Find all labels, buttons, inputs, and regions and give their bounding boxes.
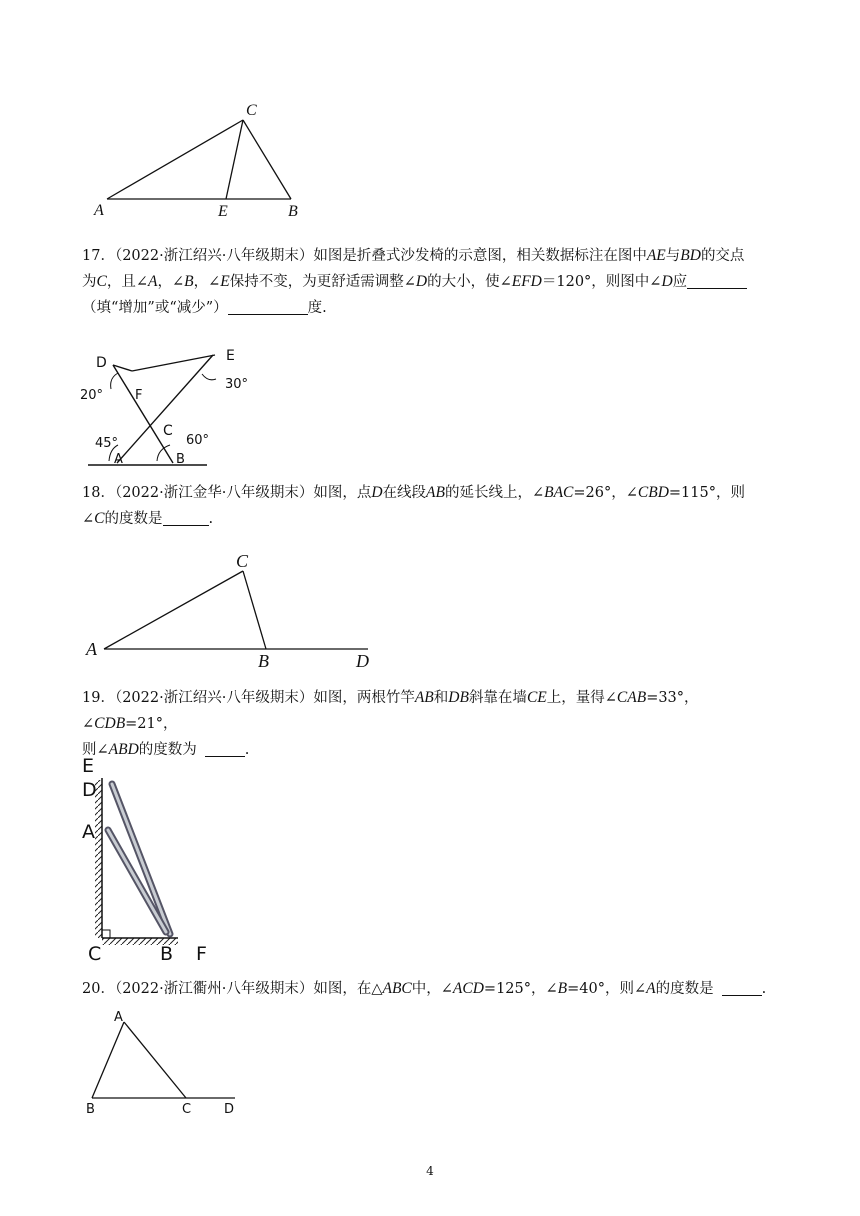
page-number: 4	[426, 1164, 434, 1178]
figure-triangle-abc-exterior	[80, 1005, 250, 1120]
label-a: A	[86, 639, 97, 659]
angle-30: 30°	[225, 377, 249, 392]
label-a: A	[82, 821, 95, 843]
question-20: 20．（2022·浙江衢州·八年级期末）如图，在△ABC中，∠ACD=125°，∠B=40°，则∠A的度数是 .	[82, 980, 767, 997]
angle-45: 45°	[95, 436, 119, 451]
label-e: E	[218, 203, 228, 220]
label-f: F	[196, 943, 207, 965]
label-d: D	[224, 1102, 235, 1117]
figure-bamboo-poles	[80, 752, 220, 967]
label-e: E	[82, 755, 95, 777]
label-e: E	[226, 348, 235, 364]
label-d: D	[96, 355, 107, 371]
angle-20: 20°	[80, 388, 104, 403]
label-c: C	[182, 1102, 192, 1117]
label-d: D	[356, 651, 369, 671]
label-b: B	[176, 452, 185, 467]
label-f: F	[135, 388, 143, 403]
label-b: B	[160, 943, 174, 965]
label-a: A	[94, 202, 104, 219]
label-c: C	[88, 943, 102, 965]
label-b: B	[258, 651, 269, 671]
label-c: C	[236, 551, 249, 571]
label-d: D	[82, 779, 97, 801]
figure-triangle-ace	[80, 95, 320, 225]
label-c: C	[163, 423, 173, 439]
label-a: A	[114, 452, 123, 467]
label-c: C	[246, 102, 257, 119]
answer-blank-18[interactable]	[163, 509, 209, 526]
answer-blank-17a[interactable]	[687, 272, 747, 289]
label-a: A	[114, 1010, 123, 1025]
answer-blank-20[interactable]	[722, 979, 762, 996]
question-19: 19．（2022·浙江绍兴·八年级期末）如图，两根竹竿AB和DB斜靠在墙CE上，量得∠CAB=33°，∠CDB=21°， 则∠ABD的度数为 .	[82, 689, 699, 758]
figure-triangle-abc-extended	[80, 545, 380, 675]
question-17: 17．（2022·浙江绍兴·八年级期末）如图是折叠式沙发椅的示意图，相关数据标注在图中AE与BD的交点 为C，且∠A，∠B，∠E保持不变，为更舒适需调整∠D的大小，使∠EFD＝120°，则图中∠D应 （填“增加”或“减少”） 度.	[82, 243, 782, 321]
label-b: B	[288, 203, 298, 220]
answer-blank-17b[interactable]	[228, 298, 308, 315]
label-b: B	[86, 1102, 95, 1117]
figure-sofa-chair	[80, 345, 249, 470]
question-18: 18．（2022·浙江金华·八年级期末）如图，点D在线段AB的延长线上，∠BAC=26°，∠CBD=115°，则 ∠C的度数是 .	[82, 484, 745, 527]
angle-60: 60°	[186, 433, 210, 448]
